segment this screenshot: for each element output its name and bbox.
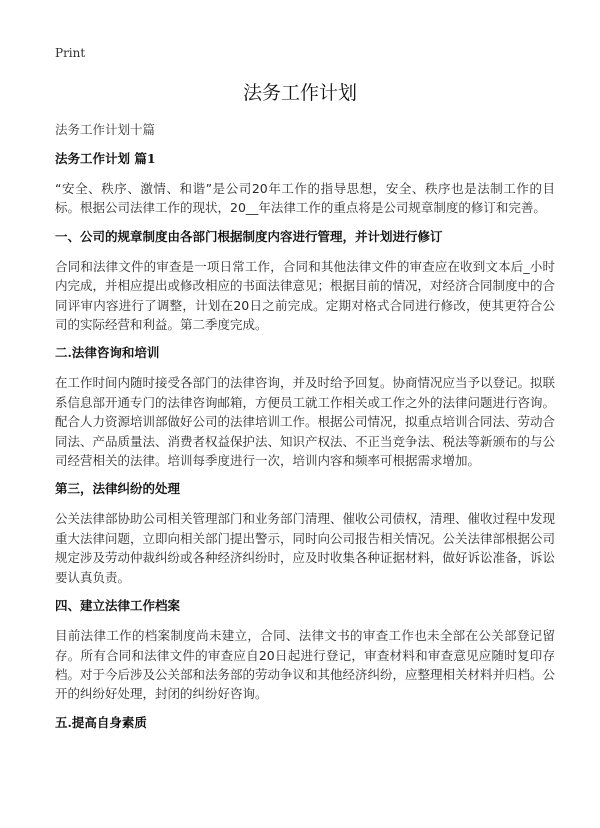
section-heading: 四、建立法律工作档案 (55, 598, 181, 614)
section-paragraph: 目前法律工作的档案制度尚未建立，合同、法律文书的审查工作也未全部在公关部登记留存。所有合同和法律文件的审查应自20日起进行登记，审查材料和审查意见应随时复印存档。对于今后涉及公关部和法务部的劳动争议和其他经济纠纷，应整理相关材料并归档。公开的纠纷好处理，封闭的纠纷好咨询。 (55, 628, 556, 702)
section-heading: 二.法律咨询和培训 (55, 345, 160, 361)
section-heading: 五.提高自身素质 (55, 714, 147, 730)
section-paragraph: 合同和法律文件的审查是一项日常工作，合同和其他法律文件的审查应在收到文本后_小时内完成，并相应提出或修改相应的书面法律意见；根据目前的情况，对经济合同制度中的合同评审内容进行了调整，计划在20日之前完成。定期对格式合同进行修改，使其更符合公司的实际经营和利益。第二季度完成。 (55, 258, 556, 333)
section-paragraph: 公关法律部协助公司相关管理部门和业务部门清理、催收公司债权，清理、催收过程中发现重大法律问题，立即向相关部门提出警示，同时向公司报告相关情况。公关法律部根据公司规定涉及劳动仲裁纠纷或各种经济纠纷时，应及时收集各种证据材料，做好诉讼准备，诉讼要认真负责。 (55, 511, 556, 585)
section-heading: 一、公司的规章制度由各部门根据制度内容进行管理，并计划进行修订 (55, 228, 443, 244)
page-title: 法务工作计划 (242, 82, 357, 104)
section-heading: 第三，法律纠纷的处理 (55, 481, 181, 497)
section-paragraph: 在工作时间内随时接受各部门的法律咨询，并及时给予回复。协商情况应当予以登记。拟联系信息部开通专门的法律咨询邮箱，方便员工就工作相关或工作之外的法律问题进行咨询。配合人力资源培训部做好公司的法律培训工作。根据公司情况，拟重点培训合同法、劳动合同法、产品质量法、消费者权益保护法、知识产权法、不正当竞争法、税法等新颁布的与公司经营相关的法律。培训每季度进行一次，培训内容和频率可根据需求增加。 (55, 375, 556, 469)
article-heading: 法务工作计划 篇1 (55, 151, 156, 166)
print-link[interactable]: Print (55, 46, 86, 60)
document-subtitle: 法务工作计划十篇 (55, 122, 156, 137)
intro-paragraph: “安全、秩序、激情、和谐”是公司20年工作的指导思想，安全、秩序也是法制工作的目标。根据公司法律工作的现状，20__年法律工作的重点将是公司规章制度的修订和完善。 (55, 181, 555, 216)
document-body (55, 150, 555, 743)
